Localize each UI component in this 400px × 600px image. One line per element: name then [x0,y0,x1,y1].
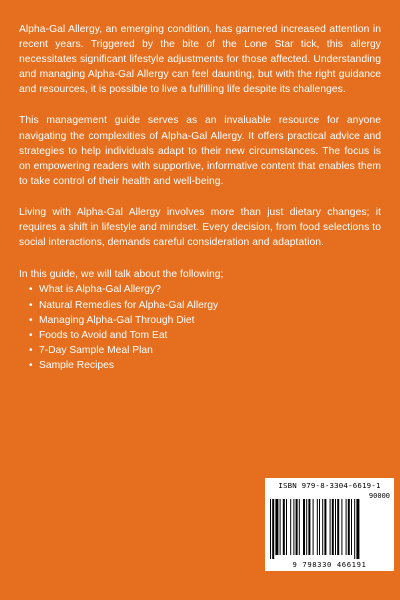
bullet-icon: • [29,329,33,341]
barcode-bar [348,499,350,555]
list-item [29,358,381,373]
barcode-bar [275,499,278,555]
list-item-label: 7-Day Sample Meal Plan [39,345,153,357]
list-item-label: Natural Remedies for Alpha-Gal Allergy [39,299,219,311]
barcode-bar [317,499,318,555]
barcode-icon [270,499,389,559]
barcode-bar [351,499,352,555]
paragraph-2: This management guide serves as an invaluable resource for anyone navigating the complexities of Alpha-Gal Allergy. It offers practical advice and strategies to help individuals adapt to their new circumstances. The focus is on empowering readers with supportive, informative content that enables them to take control of their health and well-being. [19,115,381,187]
list-intro: In this guide, we will talk about the following; [19,269,224,281]
list-item [29,328,381,343]
list-item [29,343,381,358]
bullet-icon: • [29,299,33,311]
barcode-bar [293,499,294,555]
barcode-bar [272,499,274,559]
barcode-bar [296,499,298,555]
price-code: 90000 [368,492,390,500]
barcode-bar [299,499,300,555]
barcode-bar [319,499,320,555]
barcode-bar [308,499,310,555]
barcode-digits: 9 798330 466191 [292,560,367,569]
barcode-bar [324,499,326,555]
bullet-icon: • [29,314,33,326]
list-item-label: Managing Alpha-Gal Through Diet [39,314,195,326]
topic-list [19,282,381,373]
barcode-bar [306,499,307,555]
blurb [19,22,381,374]
bullet-icon: • [29,345,33,357]
list-item-label: Sample Recipes [39,360,114,372]
barcode-bar [341,499,342,555]
barcode-bar [270,499,271,559]
barcode-bar [330,499,331,555]
barcode-bar [283,499,285,555]
bullet-icon: • [29,360,33,372]
list-item-label: What is Alpha-Gal Allergy? [39,284,161,296]
barcode-bar [286,499,287,555]
barcode-bar [337,499,339,555]
barcode-bar [346,499,347,555]
paragraph-1: Alpha-Gal Allergy, an emerging condition, has garnered increased attention in recent years. Triggered by the bite of the Lone Star tick, this allergy necessitates significant lifestyle adjustments for those affected. Understanding and managing Alpha-Gal Allergy can feel daunting, but with the right guidance and resources, it is possible to live a fulfilling life despite its challenges. [19,24,381,96]
barcode-bar [290,499,291,555]
barcode-bar [356,499,359,559]
bullet-icon: • [29,284,33,296]
barcode-bar [322,499,323,555]
barcode-bar [280,499,281,555]
isbn-barcode [265,478,394,571]
paragraph-3: Living with Alpha-Gal Allergy involves more than just dietary changes; it requires a shift in lifestyle and mindset. Every decision, from food selections to social interactions, demands careful consideration and adaptation. [19,206,381,249]
list-item-label: Foods to Avoid and Tom Eat [39,329,168,341]
barcode-bar [313,499,314,555]
barcode-bar [303,499,305,555]
list-item [29,282,381,297]
barcode-bar [335,499,336,555]
barcode-bar [332,499,334,555]
list-item [29,298,381,313]
list-item [29,313,381,328]
barcode-bar [354,499,355,559]
isbn-label: ISBN 979-8-3304-6619-1 [278,481,381,490]
